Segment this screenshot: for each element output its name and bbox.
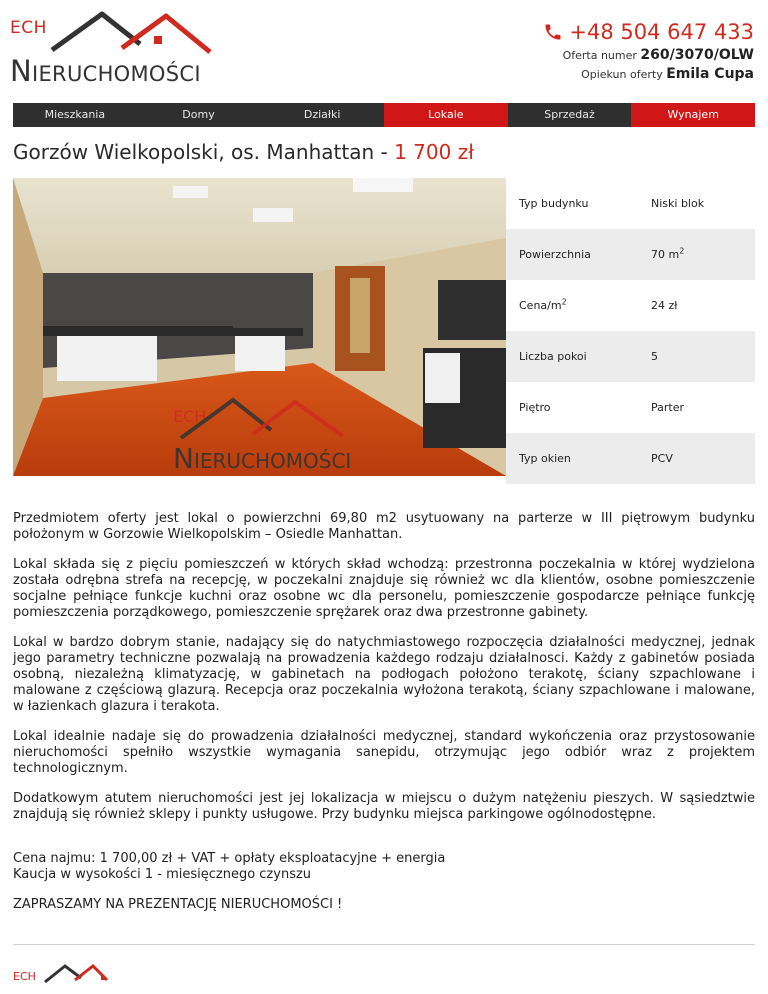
company-logo[interactable] xyxy=(10,8,210,88)
contact-block xyxy=(543,20,754,82)
office-room-image xyxy=(13,178,506,476)
watermark-ech: ECH xyxy=(173,407,207,426)
nav-item-wynajem[interactable]: Wynajem xyxy=(631,103,755,127)
listing-price: 1 700 zł xyxy=(394,140,474,164)
nav-item-dzialki[interactable]: Działki xyxy=(303,108,341,121)
description-paragraph-5: Dodatkowym atutem nieruchomości jest jej lokalizacja w miejscu o dużym natężeniu pieszych. W sąsiedztwie znajdują się również sklepy i punkty usługowe. Przy budynku miejsca parkingowe ogólnodostępne. xyxy=(13,791,755,822)
header xyxy=(0,0,768,100)
spec-row-cena-m2: Cena/$m^2$ 24 zł xyxy=(519,297,678,312)
spec-row-powierzchnia: Powierzchnia 70 $m^2$ xyxy=(506,229,755,280)
nav-item-sprzedaz[interactable]: Sprzedaż xyxy=(544,108,595,121)
listing-description xyxy=(13,511,755,913)
description-paragraph-4: Lokal idealnie nadaje się do prowadzenia działalności medycznej, standard wykończenia oraz przystosowanie nieruchomości spełniło wszystkie wymagania sanepidu, otrzymując jego odbiór wraz z projektem technologicznym. xyxy=(13,729,755,776)
footer-roof-icon xyxy=(41,962,111,986)
nav-item-mieszkania[interactable]: Mieszkania xyxy=(44,108,106,121)
main-nav xyxy=(13,103,755,127)
footer-divider xyxy=(13,944,755,945)
watermark-logo-name: NIERUCHOMOŚCI xyxy=(173,442,352,475)
invitation-line: ZAPRASZAMY NA PREZENTACJĘ NIERUCHOMOŚCI ! xyxy=(13,897,343,912)
agent-line: Opiekun oferty Emila Cupa xyxy=(581,66,754,82)
nav-item-lokale[interactable]: Lokale xyxy=(384,103,508,127)
spec-row-liczba-pokoi: Liczba pokoi 5 xyxy=(506,331,755,382)
spec-row-typ-budynku: Typ budynku Niski blok xyxy=(519,197,705,210)
nav-item-domy[interactable]: Domy xyxy=(182,108,215,121)
page-title: Gorzów Wielkopolski, os. Manhattan - 1 700 zł xyxy=(13,140,474,164)
logo-ech-text: ECH xyxy=(10,18,47,38)
rent-price-line: Cena najmu: 1 700,00 zł + VAT + opłaty eksploatacyjne + energia xyxy=(13,851,446,866)
spec-row-pietro: Piętro Parter xyxy=(519,401,685,414)
spec-row-typ-okien: Typ okien PCV xyxy=(506,433,755,484)
deposit-line: Kaucja w wysokości 1 - miesięcznego czynszu xyxy=(13,867,312,882)
listing-photo[interactable] xyxy=(13,178,506,476)
description-paragraph-2: Lokal składa się z pięciu pomieszczeń w których skład wchodzą: przestronna poczekalnia w której wydzielona została odrębna strefa na recepcję, w poczekalni znajduje się również wc dla klientów, osobne pomieszczenie socjalne pełniące funkcje kuchni oraz osobne wc dla personelu, pomieszczenie gospodarcze pełniące funkcję pomieszczenia porządkowego, pomieszczenie sprężarek oraz dwa przestronne gabinety. xyxy=(13,557,755,620)
description-paragraph-1: Przedmiotem oferty jest lokal o powierzchni 69,80 m2 usytuowany na parterze w III piętrowym budynku położonym w Gorzowie Wielkopolskim – Osiedle Manhattan. xyxy=(13,511,755,542)
phone-number[interactable]: +48 504 647 433 xyxy=(543,20,754,44)
offer-number-line: Oferta numer 260/3070/OLW xyxy=(562,47,754,63)
description-paragraph-3: Lokal w bardzo dobrym stanie, nadający się do natychmiastowego rozpoczęcia działalności medycznej, jednak jego parametry techniczne pozwalają na prowadzenia każdego rodzaju działalnosci. Każdy z gabinetów posiada osobną, niezależną klimatyzację, w gabinetach na podłogach położono terakotę, ściany szpachlowane i malowane z częściową glazurą. Recepcja oraz poczekalnia wyłożona terakotą, ściany szpachlowane i malowane, w łazienkach glazura i terakota. xyxy=(13,635,755,714)
phone-icon xyxy=(543,22,563,42)
specs-table xyxy=(506,178,755,484)
house-roof-icon xyxy=(44,10,214,56)
logo-name: NIERUCHOMOŚCI xyxy=(10,54,201,88)
footer-logo-ech: ECH xyxy=(13,970,36,983)
